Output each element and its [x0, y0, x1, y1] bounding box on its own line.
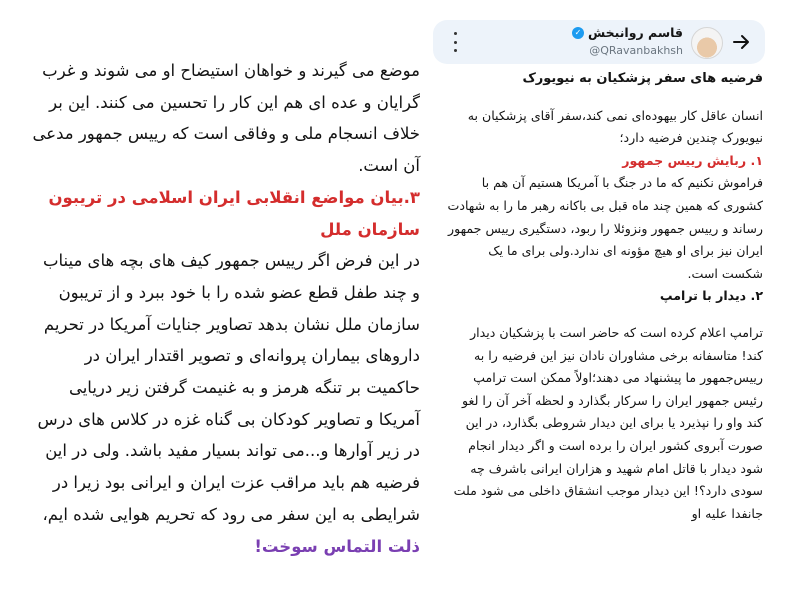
post-title: فرضیه های سفر پزشکیان به نیویورک — [522, 71, 763, 86]
more-vertical-icon — [454, 32, 457, 35]
verified-badge-icon: ✓ — [572, 27, 584, 39]
section-1-title: ۱. ربایش رییس جمهور — [622, 152, 763, 168]
back-button[interactable] — [731, 32, 753, 52]
left-paragraph-1: موضع می گیرند و خواهان استیضاح او می شوند و غرب گرایان و عده ای هم این کار را تحسین می کنند. این بر خلاف انسجام ملی و وفاقی است که رییس جمهور مدعی آن است. — [32, 61, 420, 176]
section-2-title: ۲. دیدار با ترامپ — [659, 288, 763, 304]
author-handle: @QRavanbakhsh — [589, 44, 683, 57]
arrow-right-icon — [733, 34, 751, 50]
left-text-column — [30, 55, 420, 562]
post-intro: انسان عاقل کار بیهوده‌ای نمی کند،سفر آقای پزشکیان به نیویورک چندین فرضیه دارد؛ — [467, 107, 763, 146]
closing-line: ذلت التماس سوخت! — [254, 536, 420, 556]
section-1-text: فراموش نکنیم که ما در جنگ با آمریکا هستیم آن هم با کشوری که همین چند ماه قبل بی باکانه رهبر ما را به شهادت رساند و رییس جمهور ونزوئلا را ربود، دستگیری رییس جمهور ایران نیز برای او هیچ مؤونه ای ندارد.ولی برای ما یک شکست است. — [447, 175, 763, 281]
author-name-row[interactable] — [572, 25, 683, 40]
left-paragraph-2: در این فرض اگر رییس جمهور کیف های بچه های میناب و چند طفل قطع عضو شده را با خود ببرد و از تریبون سازمان ملل نشان بدهد تصاویر جنایات آمریکا در تحریم داروهای بیماران پروانه‌ای و تصویر اقتدار ایران در حاکمیت بر تنگه هرمز و به غنیمت گرفتن زیر دریایی آمریکا و تصاویر کودکان بی گناه غزه در کلاس های درس در زیر آوارها و...می تواند بسیار مفید باشد. ولی در این فرضیه هم باید مراقب عزت ایران و ایرانی بود زیرا در شرایطی به این سفر می رود که تحریم هوایی شده ایم، — [37, 251, 420, 524]
section-2-text: ترامپ اعلام کرده است که حاضر است با پزشکیان دیدار کند! متاسفانه برخی مشاوران نادان نیز این فرضیه را به رییس‌جمهور ما پیشنهاد می دهند؛اولاً ممکن است ترامپ رئیس جمهور ایران را سرکار بگذارد و لحظه آخر آن را لغو کند واو را نپذیرد یا برای این دیدار شروطی بگذارد، در این صورت آبروی کشور ایران را برده است و اگر دیدار انجام شود دیدار با قاتل امام شهید و هزاران ایرانی باشرف چه سودی دارد؟! این دیدار موجب انشقاق داخلی می شود ملت جانفدا علیه او — [453, 324, 763, 521]
more-options-button[interactable] — [451, 32, 459, 52]
avatar[interactable] — [691, 27, 723, 59]
post-header — [433, 20, 765, 64]
author-name: قاسم روانبخش — [587, 25, 683, 40]
section-3-heading: ۳.بیان مواضع انقلابی ایران اسلامی در تریبون سازمان ملل — [48, 187, 420, 239]
post-body — [447, 68, 763, 525]
